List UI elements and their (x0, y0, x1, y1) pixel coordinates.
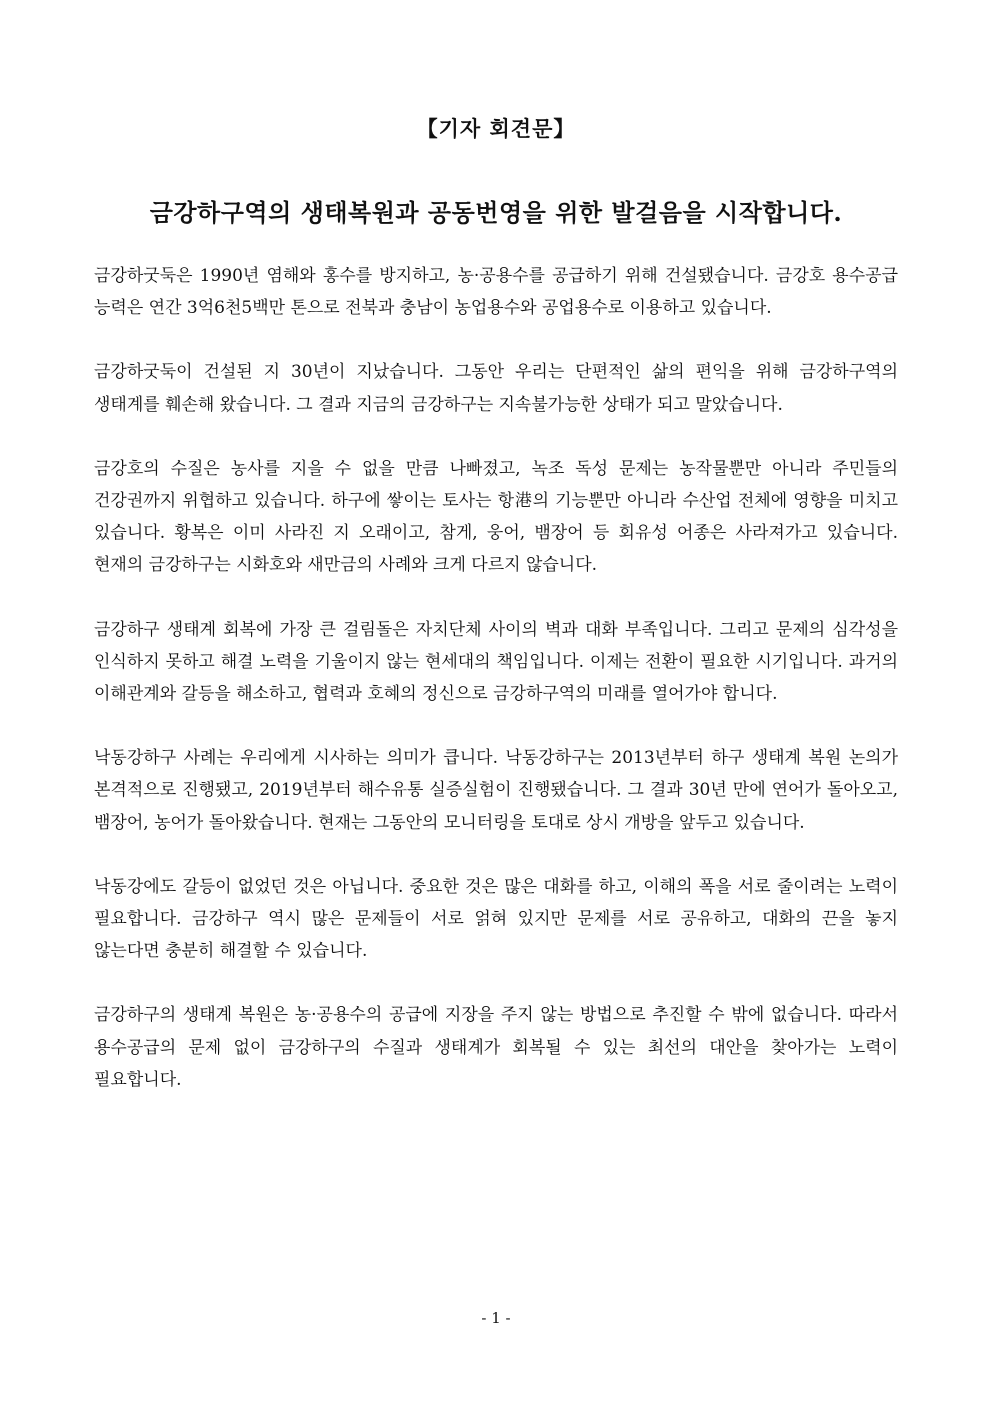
paragraph: 금강하구 생태계 회복에 가장 큰 걸림돌은 자치단체 사이의 벽과 대화 부족입니다. 그리고 문제의 심각성을 인식하지 못하고 해결 노력을 기울이지 않는 현세대의 책임입니다. 이제는 전환이 필요한 시기입니다. 과거의 이해관계와 갈등을 해소하고, 협력과 호혜의 정신으로 금강하구역의 미래를 열어가야 합니다. (94, 619, 898, 705)
paragraph: 금강하구의 생태계 복원은 농·공용수의 공급에 지장을 주지 않는 방법으로 추진할 수 밖에 없습니다. 따라서 용수공급의 문제 없이 금강하구의 수질과 생태계가 회복될 수 있는 최선의 대안을 찾아가는 노력이 필요합니다. (94, 1005, 898, 1090)
paragraph: 낙동강하구 사례는 우리에게 시사하는 의미가 큽니다. 낙동강하구는 2013년부터 하구 생태계 복원 논의가 본격적으로 진행됐고, 2019년부터 해수유통 실증실험이 진행됐습니다. 그 결과 30년 만에 연어가 돌아오고, 뱀장어, 농어가 돌아왔습니다. 현재는 그동안의 모니터링을 토대로 상시 개방을 앞두고 있습니다. (94, 748, 898, 833)
page-number: - 1 - (481, 1309, 511, 1327)
document-type-header: 【기자 회견문】 (416, 116, 576, 141)
paragraph: 금강하굿둑이 건설된 지 30년이 지났습니다. 그동안 우리는 단편적인 삶의 편익을 위해 금강하구역의 생태계를 훼손해 왔습니다. 그 결과 지금의 금강하구는 지속불가능한 상태가 되고 말았습니다. (94, 362, 898, 415)
paragraph: 금강하굿둑은 1990년 염해와 홍수를 방지하고, 농·공용수를 공급하기 위해 건설됐습니다. 금강호 용수공급 능력은 연간 3억6천5백만 톤으로 전북과 충남이 농업용수와 공업용수로 이용하고 있습니다. (94, 266, 898, 319)
paragraph: 금강호의 수질은 농사를 지을 수 없을 만큼 나빠졌고, 녹조 독성 문제는 농작물뿐만 아니라 주민들의 건강권까지 위협하고 있습니다. 하구에 쌓이는 토사는 항港의 기능뿐만 아니라 수산업 전체에 영향을 미치고 있습니다. 황복은 이미 사라진 지 오래이고, 참게, 웅어, 뱀장어 등 회유성 어종은 사라져가고 있습니다. 현재의 금강하구는 시화호와 새만금의 사례와 크게 다르지 않습니다. (94, 458, 898, 576)
paragraph: 낙동강에도 갈등이 없었던 것은 아닙니다. 중요한 것은 많은 대화를 하고, 이해의 폭을 서로 줄이려는 노력이 필요합니다. 금강하구 역시 많은 문제들이 서로 얽혀 있지만 문제를 서로 공유하고, 대화의 끈을 놓지 않는다면 충분히 해결할 수 있습니다. (94, 876, 898, 962)
press-release-headline: 금강하구역의 생태복원과 공동번영을 위한 발걸음을 시작합니다. (149, 198, 843, 227)
document-body (94, 260, 898, 1128)
